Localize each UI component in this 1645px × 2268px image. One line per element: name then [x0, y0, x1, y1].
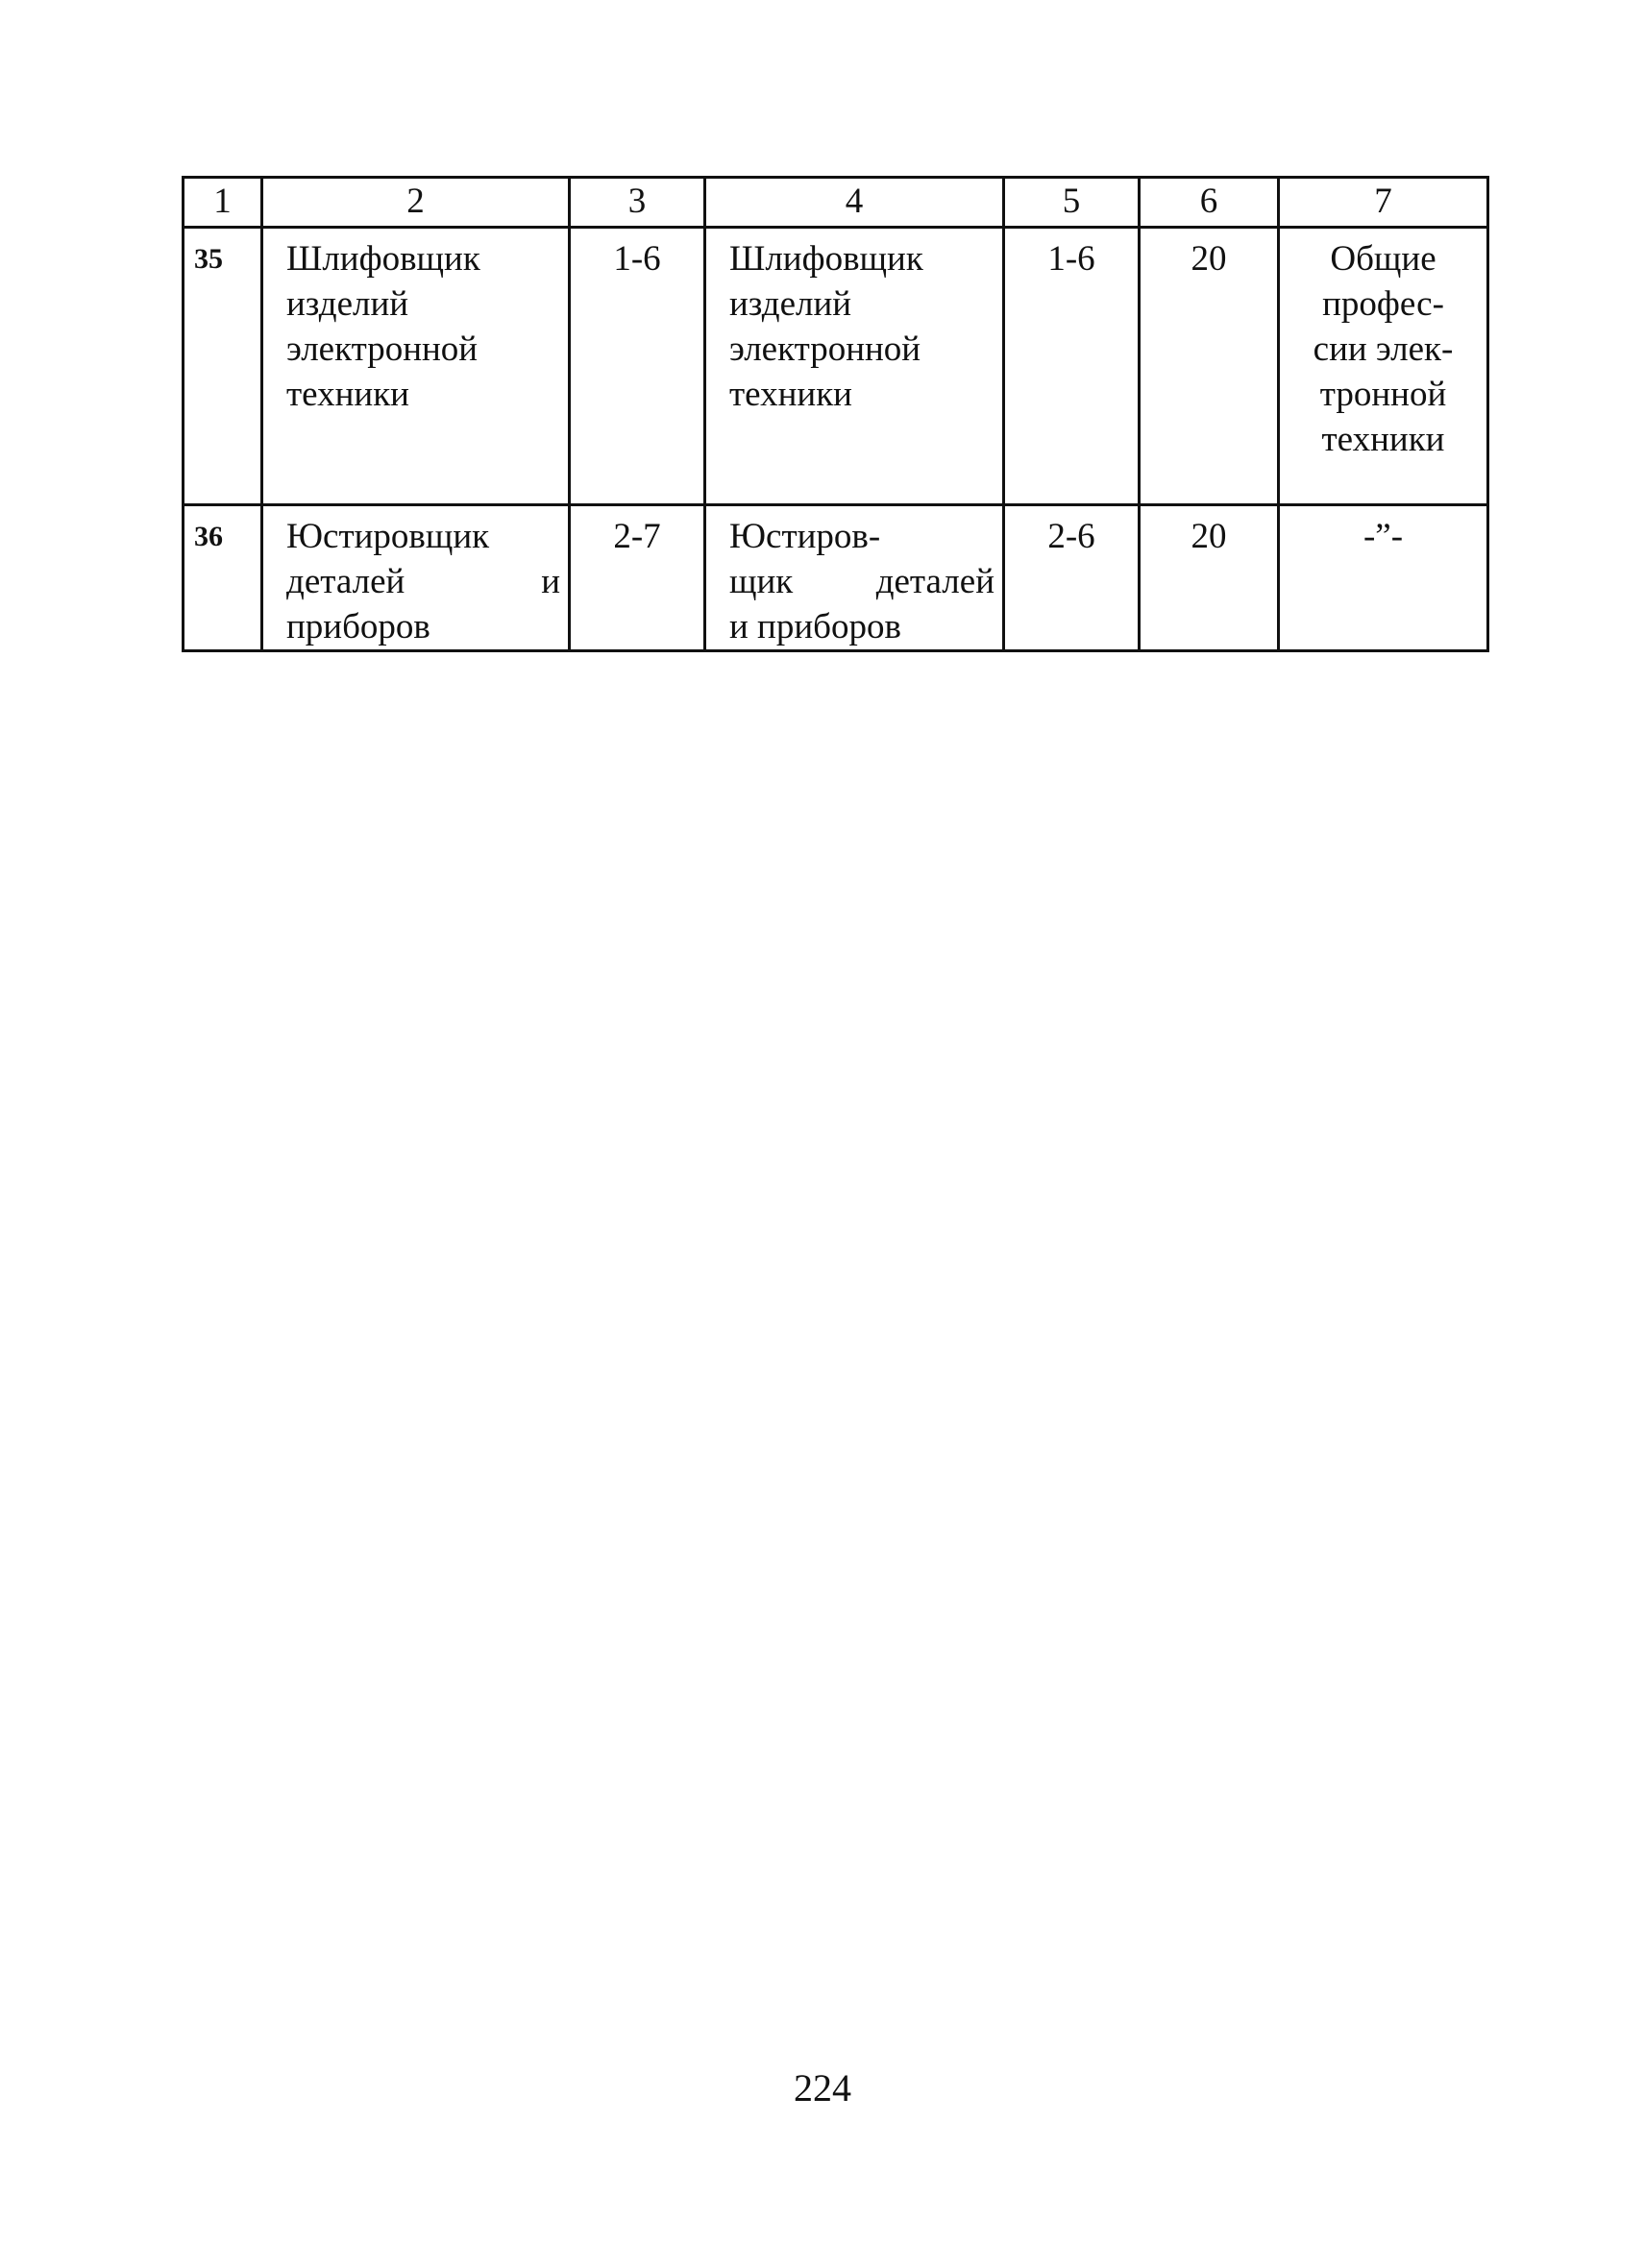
new-profession-name-line: и приборов [729, 607, 901, 646]
new-profession-name [705, 505, 1004, 651]
note [1279, 505, 1488, 651]
new-profession-name-line: Шлифовщик [729, 239, 923, 279]
new-profession-name [705, 228, 1004, 505]
professions-table [182, 176, 1489, 652]
header-cell-1: 1 [184, 178, 262, 228]
note-line: техники [1321, 420, 1445, 459]
row-number: 36 [184, 505, 262, 651]
grade-range: 1-6 [570, 228, 705, 505]
table-header-row [184, 178, 1488, 228]
header-cell-2: 2 [262, 178, 570, 228]
new-grade-range: 2-6 [1004, 505, 1140, 651]
new-profession-name-line: Юстиров- [729, 517, 881, 556]
profession-name-line: электронной [286, 329, 479, 369]
section-number: 20 [1140, 505, 1279, 651]
header-cell-7: 7 [1279, 178, 1488, 228]
profession-name-line: изделий [286, 284, 409, 324]
profession-name [262, 505, 570, 651]
new-profession-name-line: щик деталей [729, 562, 994, 601]
note [1279, 228, 1488, 505]
header-cell-5: 5 [1004, 178, 1140, 228]
new-profession-name-line: техники [729, 375, 852, 414]
profession-name-line: Шлифовщик [286, 239, 480, 279]
table-row [184, 228, 1488, 505]
new-grade-range: 1-6 [1004, 228, 1140, 505]
header-cell-4: 4 [705, 178, 1004, 228]
header-cell-3: 3 [570, 178, 705, 228]
note-line: -”- [1363, 517, 1404, 556]
profession-name-line: приборов [286, 607, 430, 646]
page-number: 224 [794, 2066, 851, 2109]
note-line: Общие [1330, 239, 1436, 279]
profession-name [262, 228, 570, 505]
profession-name-line: деталей и [286, 562, 560, 601]
row-number: 35 [184, 228, 262, 505]
grade-range: 2-7 [570, 505, 705, 651]
note-line: сии элек- [1313, 329, 1454, 369]
new-profession-name-line: электронной [729, 329, 921, 369]
header-cell-6: 6 [1140, 178, 1279, 228]
profession-name-line: Юстировщик [286, 517, 490, 556]
note-line: тронной [1319, 375, 1447, 414]
note-line: профес- [1322, 284, 1444, 324]
new-profession-name-line: изделий [729, 284, 852, 324]
table-row [184, 505, 1488, 651]
profession-name-line: техники [286, 375, 409, 414]
section-number: 20 [1140, 228, 1279, 505]
